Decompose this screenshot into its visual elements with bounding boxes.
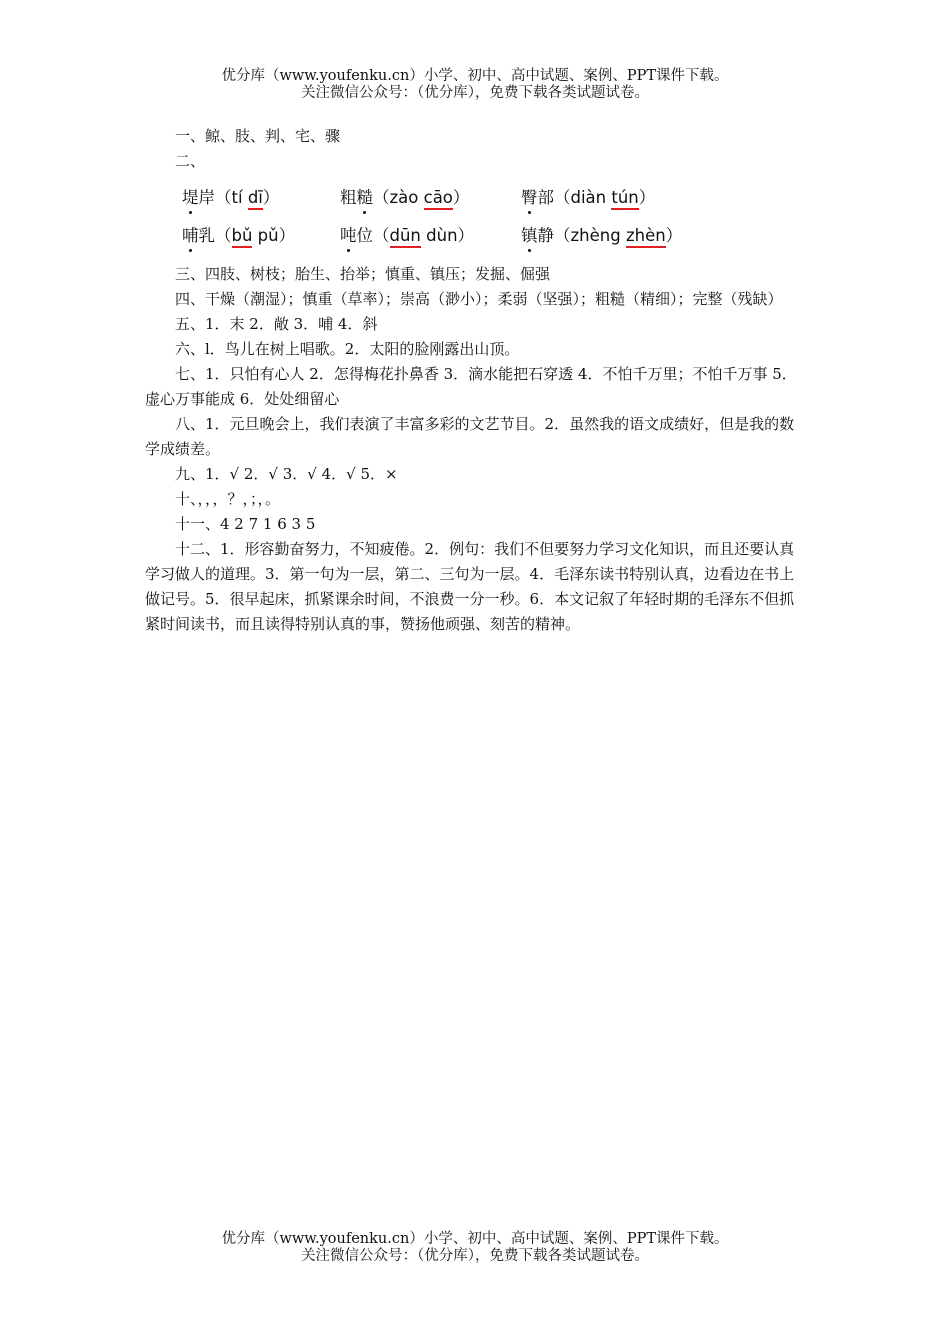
answer-q7: 七、1．只怕有心人 2．怎得梅花扑鼻香 3．滴水能把石穿透 4．不怕千万里；不怕千万事 5．虚心万事能成 6．处处细留心 xyxy=(145,365,797,408)
pinyin-item xyxy=(182,184,279,210)
pinyin-item xyxy=(340,222,474,248)
answer-q9: 九、1．√ 2．√ 3．√ 4．√ 5．× xyxy=(175,465,398,483)
pinyin-char-dotted: 臀 xyxy=(521,184,538,208)
answer-q10: 十、，，，？，；，。 xyxy=(175,490,281,508)
answer-content xyxy=(145,124,807,637)
footer-line-2: 关注微信公众号：（优分库），免费下载各类试题试卷。 xyxy=(301,1248,649,1264)
pinyin-answer-underlined: bǔ xyxy=(232,226,253,248)
answer-q4: 四、干燥（潮湿）；慎重（草率）；崇高（渺小）；柔弱（坚强）；粗糙（精细）；完整（残缺） xyxy=(175,290,783,308)
pinyin-item xyxy=(340,184,469,210)
answer-q2-label: 二、 xyxy=(175,152,206,170)
pinyin-close: dùn） xyxy=(420,226,475,245)
header-line-1: 优分库（www.youfenku.cn）小学、初中、高中试题、案例、PPT课件下载。 xyxy=(221,68,729,84)
pinyin-open: （zào xyxy=(373,188,424,207)
pinyin-close: ） xyxy=(665,226,683,245)
pinyin-char: 部 xyxy=(537,188,554,207)
pinyin-char: 岸 xyxy=(198,188,215,207)
answer-q1: 一、鲸、肢、判、宅、骤 xyxy=(175,127,341,145)
footer-line-1: 优分库（www.youfenku.cn）小学、初中、高中试题、案例、PPT课件下载。 xyxy=(221,1231,729,1247)
header-line-2: 关注微信公众号：（优分库），免费下载各类试题试卷。 xyxy=(301,85,649,101)
pinyin-close: ） xyxy=(638,188,656,207)
pinyin-close: ） xyxy=(262,188,280,207)
answer-q8: 八、1．元旦晚会上，我们表演了丰富多彩的文艺节目。2．虽然我的语文成绩好，但是我的数学成绩差。 xyxy=(145,415,795,458)
pinyin-close: ） xyxy=(452,188,470,207)
pinyin-char-dotted: 吨 xyxy=(340,222,357,246)
answer-q12: 十二、1．形容勤奋努力，不知疲倦。2．例句：我们不但要努力学习文化知识，而且还要认真学习做人的道理。3．第一句为一层，第二、三句为一层。4．毛泽东读书特别认真，边看边在书上做记号。5．很早起床，抓紧课余时间，不浪费一分一秒。6．本文记叙了年轻时期的毛泽东不但抓紧时间读书，而且读得特别认真的事，赞扬他顽强、刻苦的精神。 xyxy=(145,540,795,633)
pinyin-char-dotted: 镇 xyxy=(521,222,538,246)
pinyin-char: 粗 xyxy=(340,188,357,207)
pinyin-answer-underlined: tún xyxy=(611,188,638,210)
answer-q11: 十一、4 2 7 1 6 3 5 xyxy=(175,515,316,533)
pinyin-char-dotted: 糙 xyxy=(357,184,374,208)
pinyin-open: （diàn xyxy=(554,188,612,207)
pinyin-open: （ xyxy=(373,226,390,245)
pinyin-char: 位 xyxy=(356,226,373,245)
pinyin-item xyxy=(521,222,682,248)
pinyin-answer-underlined: cāo xyxy=(424,188,453,210)
page-header xyxy=(0,68,950,102)
pinyin-answer-underlined: dī xyxy=(248,188,263,210)
answer-q3: 三、四肢、树枝；胎生、抬举；慎重、镇压；发掘、倔强 xyxy=(175,265,551,283)
page-footer xyxy=(0,1231,950,1265)
pinyin-char-dotted: 哺 xyxy=(182,222,199,246)
pinyin-answer-underlined: dūn xyxy=(390,226,421,248)
pinyin-char-dotted: 堤 xyxy=(182,184,199,208)
pinyin-open: （zhèng xyxy=(554,226,626,245)
pinyin-char: 乳 xyxy=(198,226,215,245)
pinyin-open: （ xyxy=(215,226,232,245)
pinyin-item xyxy=(521,184,655,210)
pinyin-open: （tí xyxy=(215,188,248,207)
answer-q6: 六、l．鸟儿在树上唱歌。2．太阳的脸刚露出山顶。 xyxy=(175,340,520,358)
pinyin-grid xyxy=(145,180,807,256)
pinyin-item xyxy=(182,222,295,248)
pinyin-char: 静 xyxy=(537,226,554,245)
pinyin-close: pǔ） xyxy=(252,226,296,245)
answer-q5: 五、1．末 2．敞 3．哺 4．斜 xyxy=(175,315,378,333)
pinyin-answer-underlined: zhèn xyxy=(626,226,666,248)
